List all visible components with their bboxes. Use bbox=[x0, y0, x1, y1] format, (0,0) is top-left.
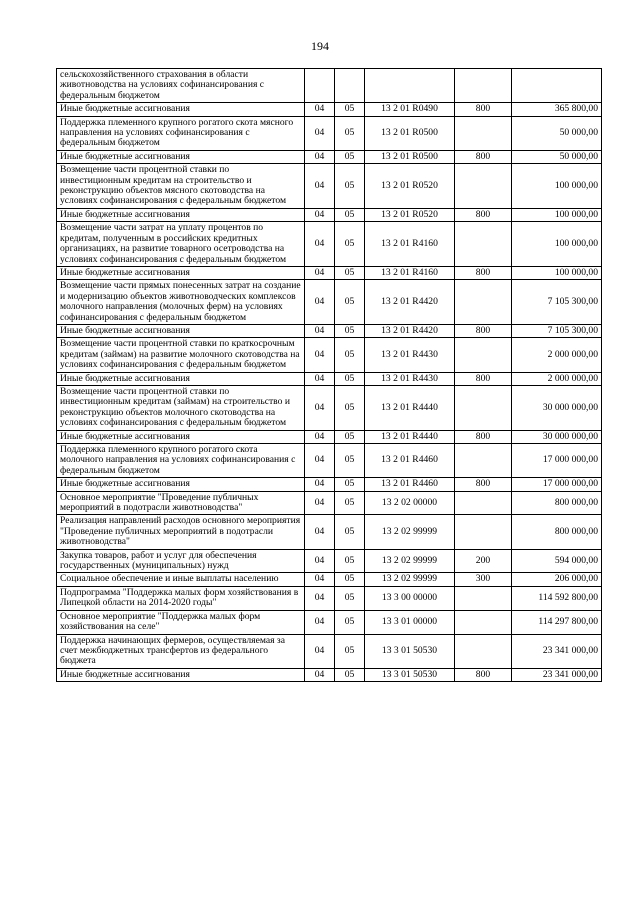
row-name-cell: Возмещение части процентной ставки по инвестиционным кредитам на строительство и реконструкцию объектов мясного скотоводства на условиях софинансирования с федеральным бюджетом bbox=[57, 164, 305, 209]
row-expense-type-cell bbox=[455, 491, 512, 515]
row-section-cell: 04 bbox=[305, 634, 335, 668]
row-expense-type-cell: 800 bbox=[455, 478, 512, 491]
table-row bbox=[57, 372, 602, 385]
row-target-code-cell: 13 2 01 R4420 bbox=[365, 324, 455, 337]
row-name-cell: Иные бюджетные ассигнования bbox=[57, 266, 305, 279]
row-amount-cell: 206 000,00 bbox=[512, 573, 602, 586]
row-amount-cell: 17 000 000,00 bbox=[512, 444, 602, 478]
row-target-code-cell: 13 2 01 R0500 bbox=[365, 150, 455, 163]
row-subsection-cell: 05 bbox=[335, 103, 365, 116]
row-name-cell: Иные бюджетные ассигнования bbox=[57, 478, 305, 491]
row-subsection-cell: 05 bbox=[335, 324, 365, 337]
row-subsection-cell: 05 bbox=[335, 116, 365, 150]
row-section-cell: 04 bbox=[305, 222, 335, 267]
row-expense-type-cell: 800 bbox=[455, 324, 512, 337]
row-subsection-cell: 05 bbox=[335, 573, 365, 586]
row-amount-cell: 100 000,00 bbox=[512, 266, 602, 279]
row-expense-type-cell: 800 bbox=[455, 668, 512, 681]
row-amount-cell: 23 341 000,00 bbox=[512, 668, 602, 681]
row-expense-type-cell bbox=[455, 610, 512, 634]
row-section-cell: 04 bbox=[305, 103, 335, 116]
row-target-code-cell: 13 2 02 99999 bbox=[365, 573, 455, 586]
row-name-cell: Подпрограмма "Поддержка малых форм хозяйствования в Липецкой области на 2014-2020 годы" bbox=[57, 586, 305, 610]
row-subsection-cell: 05 bbox=[335, 491, 365, 515]
table-row bbox=[57, 444, 602, 478]
row-section-cell: 04 bbox=[305, 324, 335, 337]
row-amount-cell: 7 105 300,00 bbox=[512, 280, 602, 325]
row-amount-cell: 2 000 000,00 bbox=[512, 338, 602, 372]
row-amount-cell bbox=[512, 69, 602, 103]
row-name-cell: Иные бюджетные ассигнования bbox=[57, 208, 305, 221]
row-name-cell: Возмещение части процентной ставки по краткосрочным кредитам (займам) на развитие молочного скотоводства на условиях софинансирования с федеральным бюджетом bbox=[57, 338, 305, 372]
row-section-cell: 04 bbox=[305, 280, 335, 325]
row-target-code-cell: 13 3 01 50530 bbox=[365, 668, 455, 681]
row-section-cell: 04 bbox=[305, 515, 335, 549]
row-section-cell: 04 bbox=[305, 338, 335, 372]
row-target-code-cell: 13 2 01 R4160 bbox=[365, 222, 455, 267]
row-subsection-cell bbox=[335, 69, 365, 103]
row-section-cell: 04 bbox=[305, 150, 335, 163]
row-section-cell: 04 bbox=[305, 668, 335, 681]
row-subsection-cell: 05 bbox=[335, 668, 365, 681]
row-target-code-cell: 13 2 01 R0520 bbox=[365, 164, 455, 209]
row-amount-cell: 594 000,00 bbox=[512, 549, 602, 573]
row-amount-cell: 114 297 800,00 bbox=[512, 610, 602, 634]
row-name-cell: Реализация направлений расходов основного мероприятия "Проведение публичных мероприятий в подотрасли животноводства" bbox=[57, 515, 305, 549]
budget-table bbox=[56, 68, 602, 682]
row-amount-cell: 23 341 000,00 bbox=[512, 634, 602, 668]
row-subsection-cell: 05 bbox=[335, 372, 365, 385]
row-name-cell: Основное мероприятие "Поддержка малых форм хозяйствования на селе" bbox=[57, 610, 305, 634]
row-name-cell: Иные бюджетные ассигнования bbox=[57, 103, 305, 116]
table-row bbox=[57, 324, 602, 337]
row-name-cell: Иные бюджетные ассигнования bbox=[57, 430, 305, 443]
row-amount-cell: 365 800,00 bbox=[512, 103, 602, 116]
row-expense-type-cell bbox=[455, 338, 512, 372]
row-target-code-cell: 13 2 01 R4160 bbox=[365, 266, 455, 279]
row-section-cell: 04 bbox=[305, 164, 335, 209]
row-expense-type-cell: 800 bbox=[455, 103, 512, 116]
row-subsection-cell: 05 bbox=[335, 150, 365, 163]
row-subsection-cell: 05 bbox=[335, 266, 365, 279]
row-section-cell: 04 bbox=[305, 549, 335, 573]
row-expense-type-cell: 800 bbox=[455, 150, 512, 163]
row-target-code-cell: 13 2 01 R0500 bbox=[365, 116, 455, 150]
row-target-code-cell: 13 3 00 00000 bbox=[365, 586, 455, 610]
table-row bbox=[57, 430, 602, 443]
row-expense-type-cell bbox=[455, 385, 512, 430]
row-expense-type-cell bbox=[455, 164, 512, 209]
row-target-code-cell: 13 2 01 R4420 bbox=[365, 280, 455, 325]
row-section-cell: 04 bbox=[305, 491, 335, 515]
row-expense-type-cell bbox=[455, 586, 512, 610]
table-row bbox=[57, 150, 602, 163]
row-subsection-cell: 05 bbox=[335, 586, 365, 610]
row-subsection-cell: 05 bbox=[335, 208, 365, 221]
row-target-code-cell: 13 3 01 50530 bbox=[365, 634, 455, 668]
row-target-code-cell: 13 2 01 R4460 bbox=[365, 478, 455, 491]
row-target-code-cell bbox=[365, 69, 455, 103]
table-row bbox=[57, 385, 602, 430]
row-expense-type-cell: 800 bbox=[455, 208, 512, 221]
row-amount-cell: 50 000,00 bbox=[512, 116, 602, 150]
table-row bbox=[57, 280, 602, 325]
row-subsection-cell: 05 bbox=[335, 444, 365, 478]
table-row bbox=[57, 222, 602, 267]
row-amount-cell: 100 000,00 bbox=[512, 208, 602, 221]
row-name-cell: Социальное обеспечение и иные выплаты населению bbox=[57, 573, 305, 586]
table-row bbox=[57, 266, 602, 279]
row-expense-type-cell bbox=[455, 444, 512, 478]
row-name-cell: Поддержка начинающих фермеров, осуществляемая за счет межбюджетных трансфертов из федерального бюджета bbox=[57, 634, 305, 668]
row-amount-cell: 30 000 000,00 bbox=[512, 385, 602, 430]
row-name-cell: сельскохозяйственного страхования в области животноводства на условиях софинансирования с федеральным бюджетом bbox=[57, 69, 305, 103]
row-section-cell: 04 bbox=[305, 266, 335, 279]
row-name-cell: Поддержка племенного крупного рогатого скота мясного направления на условиях софинансирования с федеральным бюджетом bbox=[57, 116, 305, 150]
row-name-cell: Закупка товаров, работ и услуг для обеспечения государственных (муниципальных) нужд bbox=[57, 549, 305, 573]
row-subsection-cell: 05 bbox=[335, 222, 365, 267]
row-name-cell: Возмещение части процентной ставки по инвестиционным кредитам (займам) на строительство и реконструкцию объектов молочного скотоводства на условиях софинансирования с федеральным бюджетом bbox=[57, 385, 305, 430]
row-amount-cell: 50 000,00 bbox=[512, 150, 602, 163]
table-row bbox=[57, 103, 602, 116]
row-subsection-cell: 05 bbox=[335, 280, 365, 325]
table-row bbox=[57, 573, 602, 586]
row-section-cell: 04 bbox=[305, 385, 335, 430]
row-target-code-cell: 13 2 01 R4430 bbox=[365, 338, 455, 372]
row-name-cell: Иные бюджетные ассигнования bbox=[57, 324, 305, 337]
table-row bbox=[57, 634, 602, 668]
row-expense-type-cell: 800 bbox=[455, 266, 512, 279]
row-expense-type-cell bbox=[455, 515, 512, 549]
row-amount-cell: 800 000,00 bbox=[512, 491, 602, 515]
table-row bbox=[57, 69, 602, 103]
row-target-code-cell: 13 2 02 99999 bbox=[365, 515, 455, 549]
row-section-cell: 04 bbox=[305, 116, 335, 150]
row-amount-cell: 2 000 000,00 bbox=[512, 372, 602, 385]
table-row bbox=[57, 478, 602, 491]
table-row bbox=[57, 610, 602, 634]
row-expense-type-cell bbox=[455, 116, 512, 150]
row-subsection-cell: 05 bbox=[335, 430, 365, 443]
row-target-code-cell: 13 2 01 R0520 bbox=[365, 208, 455, 221]
row-subsection-cell: 05 bbox=[335, 634, 365, 668]
row-subsection-cell: 05 bbox=[335, 610, 365, 634]
table-row bbox=[57, 338, 602, 372]
row-amount-cell: 7 105 300,00 bbox=[512, 324, 602, 337]
row-amount-cell: 17 000 000,00 bbox=[512, 478, 602, 491]
row-section-cell: 04 bbox=[305, 208, 335, 221]
row-amount-cell: 100 000,00 bbox=[512, 222, 602, 267]
row-section-cell: 04 bbox=[305, 444, 335, 478]
row-section-cell: 04 bbox=[305, 430, 335, 443]
table-row bbox=[57, 515, 602, 549]
row-expense-type-cell: 200 bbox=[455, 549, 512, 573]
row-target-code-cell: 13 2 01 R4430 bbox=[365, 372, 455, 385]
row-section-cell: 04 bbox=[305, 586, 335, 610]
row-target-code-cell: 13 2 01 R0490 bbox=[365, 103, 455, 116]
row-name-cell: Основное мероприятие "Проведение публичных мероприятий в подотрасли животноводства" bbox=[57, 491, 305, 515]
row-target-code-cell: 13 3 01 00000 bbox=[365, 610, 455, 634]
row-section-cell: 04 bbox=[305, 610, 335, 634]
page-number: 194 bbox=[311, 39, 329, 53]
row-expense-type-cell bbox=[455, 280, 512, 325]
row-name-cell: Поддержка племенного крупного рогатого скота молочного направления на условиях софинансирования с федеральным бюджетом bbox=[57, 444, 305, 478]
row-expense-type-cell bbox=[455, 634, 512, 668]
row-subsection-cell: 05 bbox=[335, 549, 365, 573]
row-section-cell: 04 bbox=[305, 372, 335, 385]
row-subsection-cell: 05 bbox=[335, 515, 365, 549]
row-target-code-cell: 13 2 01 R4440 bbox=[365, 430, 455, 443]
table-row bbox=[57, 549, 602, 573]
row-target-code-cell: 13 2 01 R4440 bbox=[365, 385, 455, 430]
table-row bbox=[57, 491, 602, 515]
row-expense-type-cell: 800 bbox=[455, 372, 512, 385]
row-subsection-cell: 05 bbox=[335, 164, 365, 209]
table-row bbox=[57, 116, 602, 150]
row-name-cell: Иные бюджетные ассигнования bbox=[57, 668, 305, 681]
row-name-cell: Иные бюджетные ассигнования bbox=[57, 372, 305, 385]
row-amount-cell: 30 000 000,00 bbox=[512, 430, 602, 443]
row-target-code-cell: 13 2 02 99999 bbox=[365, 549, 455, 573]
row-expense-type-cell bbox=[455, 69, 512, 103]
row-section-cell: 04 bbox=[305, 478, 335, 491]
table-row bbox=[57, 164, 602, 209]
row-name-cell: Иные бюджетные ассигнования bbox=[57, 150, 305, 163]
table-row bbox=[57, 208, 602, 221]
row-subsection-cell: 05 bbox=[335, 385, 365, 430]
row-subsection-cell: 05 bbox=[335, 478, 365, 491]
table-row bbox=[57, 586, 602, 610]
row-section-cell: 04 bbox=[305, 573, 335, 586]
row-target-code-cell: 13 2 01 R4460 bbox=[365, 444, 455, 478]
row-section-cell bbox=[305, 69, 335, 103]
row-expense-type-cell: 800 bbox=[455, 430, 512, 443]
row-amount-cell: 800 000,00 bbox=[512, 515, 602, 549]
row-expense-type-cell: 300 bbox=[455, 573, 512, 586]
row-target-code-cell: 13 2 02 00000 bbox=[365, 491, 455, 515]
row-subsection-cell: 05 bbox=[335, 338, 365, 372]
row-amount-cell: 114 592 800,00 bbox=[512, 586, 602, 610]
row-expense-type-cell bbox=[455, 222, 512, 267]
row-name-cell: Возмещение части прямых понесенных затрат на создание и модернизацию объектов животноводческих комплексов молочного направления (молочных ферм) на условиях софинансирования с федеральным бюджетом bbox=[57, 280, 305, 325]
row-amount-cell: 100 000,00 bbox=[512, 164, 602, 209]
row-name-cell: Возмещение части затрат на уплату процентов по кредитам, полученным в российских кредитных организациях, на развитие товарного осетроводства на условиях софинансирования с федеральным бюджетом bbox=[57, 222, 305, 267]
table-row bbox=[57, 668, 602, 681]
